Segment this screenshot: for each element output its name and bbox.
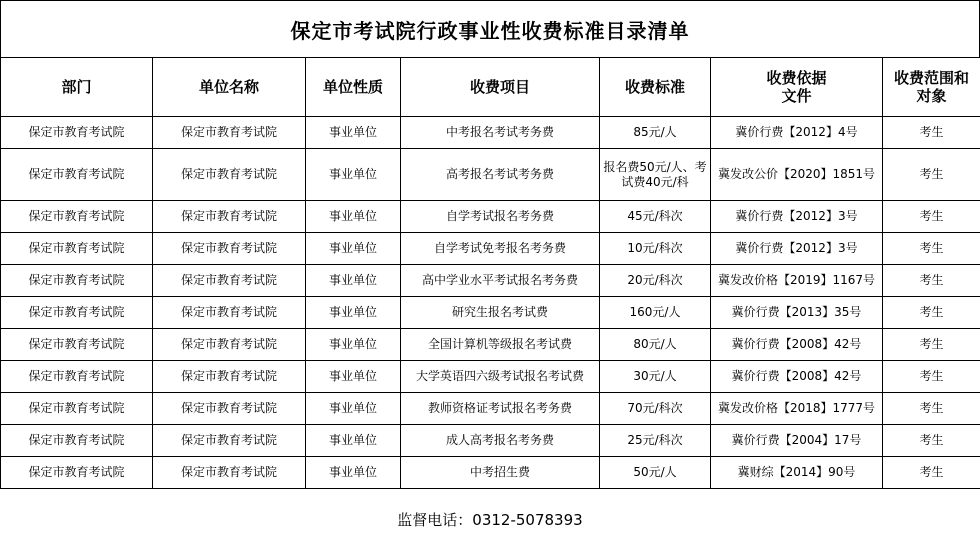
cell-fee-item: 大学英语四六级考试报名考试费 — [401, 361, 600, 393]
cell-fee-item: 教师资格证考试报名考务费 — [401, 393, 600, 425]
cell-fee-standard: 50元/人 — [600, 457, 711, 489]
cell-fee-scope: 考生 — [883, 265, 980, 297]
fee-table-body — [1, 117, 980, 489]
cell-unit-name: 保定市教育考试院 — [153, 329, 306, 361]
table-row — [1, 297, 980, 329]
table-row — [1, 425, 980, 457]
cell-fee-basis: 冀价行费【2012】3号 — [711, 233, 883, 265]
cell-fee-standard: 70元/科次 — [600, 393, 711, 425]
cell-fee-scope: 考生 — [883, 329, 980, 361]
cell-fee-item: 中考招生费 — [401, 457, 600, 489]
cell-fee-scope: 考生 — [883, 393, 980, 425]
cell-fee-item: 自学考试免考报名考务费 — [401, 233, 600, 265]
header-dept: 部门 — [1, 58, 153, 117]
cell-dept: 保定市教育考试院 — [1, 425, 153, 457]
cell-dept: 保定市教育考试院 — [1, 457, 153, 489]
table-row — [1, 361, 980, 393]
cell-fee-scope: 考生 — [883, 457, 980, 489]
cell-fee-item: 高中学业水平考试报名考务费 — [401, 265, 600, 297]
table-row — [1, 117, 980, 149]
cell-unit-name: 保定市教育考试院 — [153, 201, 306, 233]
cell-dept: 保定市教育考试院 — [1, 201, 153, 233]
cell-fee-basis: 冀价行费【2012】4号 — [711, 117, 883, 149]
table-row — [1, 329, 980, 361]
cell-unit-nature: 事业单位 — [306, 265, 401, 297]
header-fee-item: 收费项目 — [401, 58, 600, 117]
cell-fee-standard: 45元/科次 — [600, 201, 711, 233]
cell-fee-basis: 冀价行费【2013】35号 — [711, 297, 883, 329]
cell-unit-nature: 事业单位 — [306, 329, 401, 361]
cell-fee-scope: 考生 — [883, 117, 980, 149]
header-row — [1, 58, 980, 117]
cell-fee-basis: 冀发改价格【2018】1777号 — [711, 393, 883, 425]
cell-fee-basis: 冀发改公价【2020】1851号 — [711, 149, 883, 201]
cell-fee-item: 自学考试报名考务费 — [401, 201, 600, 233]
cell-unit-name: 保定市教育考试院 — [153, 233, 306, 265]
cell-unit-nature: 事业单位 — [306, 425, 401, 457]
cell-fee-scope: 考生 — [883, 297, 980, 329]
table-row — [1, 233, 980, 265]
table-row — [1, 393, 980, 425]
fee-table — [0, 57, 980, 489]
cell-fee-scope: 考生 — [883, 201, 980, 233]
header-unit-name: 单位名称 — [153, 58, 306, 117]
cell-fee-basis: 冀价行费【2008】42号 — [711, 329, 883, 361]
cell-fee-standard: 25元/科次 — [600, 425, 711, 457]
header-unit-nature: 单位性质 — [306, 58, 401, 117]
cell-unit-name: 保定市教育考试院 — [153, 149, 306, 201]
cell-fee-standard: 20元/科次 — [600, 265, 711, 297]
table-row — [1, 265, 980, 297]
cell-dept: 保定市教育考试院 — [1, 329, 153, 361]
cell-unit-name: 保定市教育考试院 — [153, 457, 306, 489]
cell-fee-standard: 报名费50元/人、考试费40元/科 — [600, 149, 711, 201]
cell-fee-item: 全国计算机等级报名考试费 — [401, 329, 600, 361]
cell-fee-basis: 冀财综【2014】90号 — [711, 457, 883, 489]
cell-dept: 保定市教育考试院 — [1, 149, 153, 201]
cell-unit-name: 保定市教育考试院 — [153, 265, 306, 297]
cell-fee-item: 成人高考报名考务费 — [401, 425, 600, 457]
cell-fee-item: 中考报名考试考务费 — [401, 117, 600, 149]
cell-fee-item: 研究生报名考试费 — [401, 297, 600, 329]
cell-dept: 保定市教育考试院 — [1, 361, 153, 393]
cell-unit-name: 保定市教育考试院 — [153, 297, 306, 329]
cell-fee-scope: 考生 — [883, 149, 980, 201]
cell-unit-name: 保定市教育考试院 — [153, 361, 306, 393]
cell-unit-nature: 事业单位 — [306, 457, 401, 489]
header-fee-basis: 收费依据 文件 — [711, 58, 883, 117]
cell-unit-nature: 事业单位 — [306, 297, 401, 329]
cell-fee-basis: 冀价行费【2012】3号 — [711, 201, 883, 233]
cell-fee-standard: 80元/人 — [600, 329, 711, 361]
page-title: 保定市考试院行政事业性收费标准目录清单 — [0, 0, 980, 57]
cell-unit-nature: 事业单位 — [306, 393, 401, 425]
table-row — [1, 149, 980, 201]
cell-unit-name: 保定市教育考试院 — [153, 425, 306, 457]
cell-dept: 保定市教育考试院 — [1, 265, 153, 297]
cell-dept: 保定市教育考试院 — [1, 297, 153, 329]
cell-unit-nature: 事业单位 — [306, 201, 401, 233]
cell-fee-basis: 冀价行费【2008】42号 — [711, 361, 883, 393]
cell-unit-nature: 事业单位 — [306, 361, 401, 393]
cell-fee-standard: 85元/人 — [600, 117, 711, 149]
cell-fee-basis: 冀价行费【2004】17号 — [711, 425, 883, 457]
cell-fee-scope: 考生 — [883, 361, 980, 393]
header-fee-standard: 收费标准 — [600, 58, 711, 117]
table-row — [1, 201, 980, 233]
cell-unit-name: 保定市教育考试院 — [153, 117, 306, 149]
supervision-phone: 监督电话：0312-5078393 — [397, 511, 583, 529]
cell-fee-scope: 考生 — [883, 425, 980, 457]
cell-fee-standard: 160元/人 — [600, 297, 711, 329]
cell-unit-nature: 事业单位 — [306, 233, 401, 265]
cell-dept: 保定市教育考试院 — [1, 393, 153, 425]
cell-dept: 保定市教育考试院 — [1, 117, 153, 149]
cell-fee-standard: 30元/人 — [600, 361, 711, 393]
header-fee-scope: 收费范围和 对象 — [883, 58, 980, 117]
cell-unit-nature: 事业单位 — [306, 149, 401, 201]
cell-fee-item: 高考报名考试考务费 — [401, 149, 600, 201]
cell-dept: 保定市教育考试院 — [1, 233, 153, 265]
cell-fee-scope: 考生 — [883, 233, 980, 265]
cell-unit-name: 保定市教育考试院 — [153, 393, 306, 425]
cell-fee-basis: 冀发改价格【2019】1167号 — [711, 265, 883, 297]
table-row — [1, 457, 980, 489]
cell-unit-nature: 事业单位 — [306, 117, 401, 149]
cell-fee-standard: 10元/科次 — [600, 233, 711, 265]
